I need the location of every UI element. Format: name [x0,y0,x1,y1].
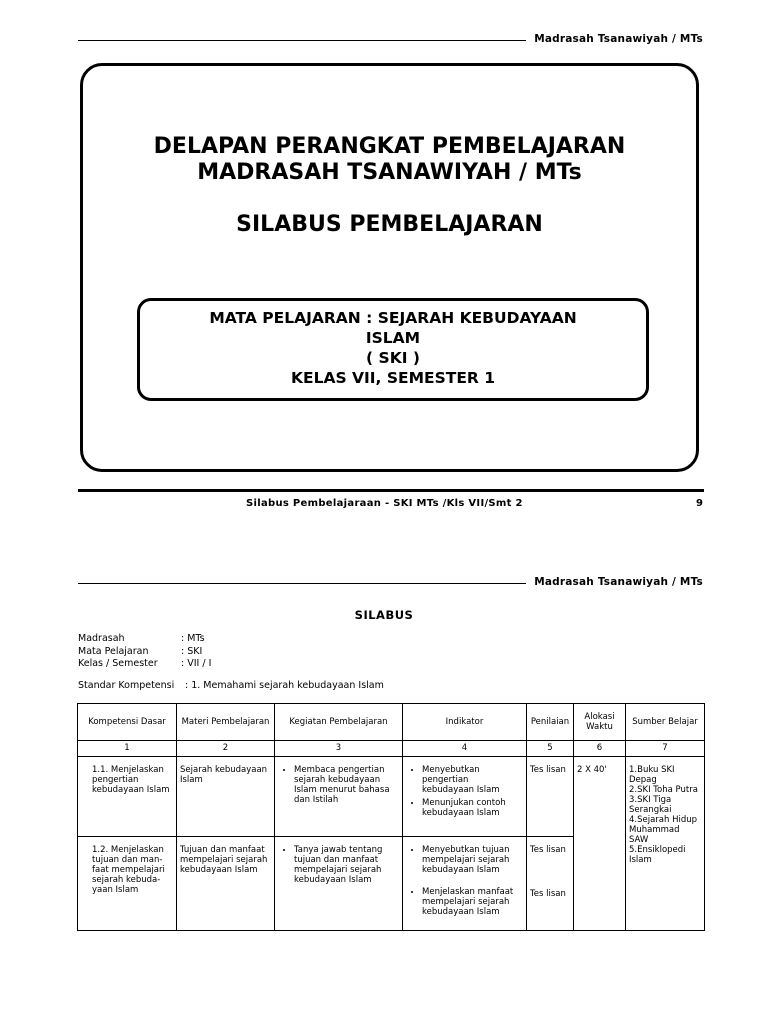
kegiatan-item: • Membaca pengertian sejarah kebudayaan Islam menurut bahasa dan Istilah [294,765,399,805]
indikator-item: • Menjelaskan manfaat mempelajari sejarah kebudayaan Islam [422,887,523,917]
col-header: Materi Pembelajaran [177,704,275,741]
kd-cell: 1.2. Menjelaskan tujuan dan man-faat mempelajari sejarah kebuda-yaan Islam [78,837,177,931]
meta-value: : MTs [181,633,205,644]
kegiatan-cell [275,757,403,837]
sk-value: : 1. Memahami sejarah kebudayaan Islam [185,680,384,691]
kegiatan-cell [275,837,403,931]
col-number: 6 [574,741,626,757]
col-number: 4 [403,741,527,757]
meta-value: : SKI [181,645,203,657]
sumber-item: 2.SKI Toha Putra [629,785,698,795]
header-rule [78,40,526,41]
materi-cell: Tujuan dan manfaat mempelajari sejarah kebudayaan Islam [177,837,275,931]
col-number: 2 [177,741,275,757]
subject-line3: ( SKI ) [366,349,420,367]
footer-rule [78,489,704,492]
subject-line2: ISLAM [365,329,421,347]
cover-subtitle: SILABUS PEMBELAJARAN [236,212,543,237]
subject-line1: MATA PELAJARAN : SEJARAH KEBUDAYAAN [209,309,577,327]
subject-line4: KELAS VII, SEMESTER 1 [290,369,496,387]
kd-cell: 1.1. Menjelaskan pengertian kebudayaan Islam [78,757,177,837]
running-header-2: Madrasah Tsanawiyah / MTs [534,576,703,588]
page-number: 9 [696,498,703,509]
col-header: Indikator [403,704,527,741]
indikator-cell [403,757,527,837]
cover-title [83,134,696,186]
col-header: Kegiatan Pembelajaran [275,704,403,741]
penilaian-item: Tes lisan [530,889,566,899]
cover-box [80,63,699,472]
sk-label: Standar Kompetensi [78,680,175,691]
meta-value: : VII / I [181,658,212,669]
penilaian-cell: Tes lisan [527,757,574,837]
standar-kompetensi [78,680,384,691]
table-header-row [78,704,705,741]
meta-label: Kelas / Semester [78,658,158,669]
col-header: Kompetensi Dasar [78,704,177,741]
sumber-item: 1.Buku SKI Depag [629,765,675,785]
cover-title-line1: DELAPAN PERANGKAT PEMBELAJARAN [153,134,626,159]
col-header: Penilaian [527,704,574,741]
col-header: Sumber Belajar [626,704,705,741]
col-header: Alokasi Waktu [574,704,626,741]
materi-cell: Sejarah kebudayaan Islam [177,757,275,837]
subject-box [137,298,649,401]
footer-text: Silabus Pembelajaraan - SKI MTs /Kls VII/Smt 2 [246,498,523,509]
header-rule-2 [78,583,526,584]
kegiatan-item: • Tanya jawab tentang tujuan dan manfaat mempelajari sejarah kebudayaan Islam [294,845,399,885]
indikator-item: • Menyebutkan tujuan mempelajari sejarah kebudayaan Islam [422,845,523,875]
col-number: 3 [275,741,403,757]
cover-title-line2: MADRASAH TSANAWIYAH / MTs [197,160,582,185]
col-number: 1 [78,741,177,757]
col-number: 7 [626,741,705,757]
meta-label: Madrasah [78,633,125,644]
table-row [78,757,705,837]
indikator-cell [403,837,527,931]
sumber-item: 3.SKI Tiga Serangkai [629,795,672,815]
indikator-item: • Menunjukan contoh kebudayaan Islam [422,798,523,818]
meta-label: Mata Pelajaran [78,645,149,657]
sumber-item: 4.Sejarah Hidup Muhammad SAW [629,815,698,845]
penilaian-item: Tes lisan [530,845,566,855]
indikator-item: • Menyebutkan pengertian kebudayaan Islam [422,765,523,795]
column-number-row [78,741,705,757]
alokasi-cell: 2 X 40' [574,757,626,931]
meta-block [78,633,211,671]
penilaian-cell [527,837,574,931]
running-header: Madrasah Tsanawiyah / MTs [534,33,703,45]
col-number: 5 [527,741,574,757]
sumber-item: 5.Ensiklopedi Islam [629,845,686,865]
sumber-cell [626,757,705,931]
silabus-table [77,703,705,931]
silabus-title: SILABUS [354,608,414,622]
